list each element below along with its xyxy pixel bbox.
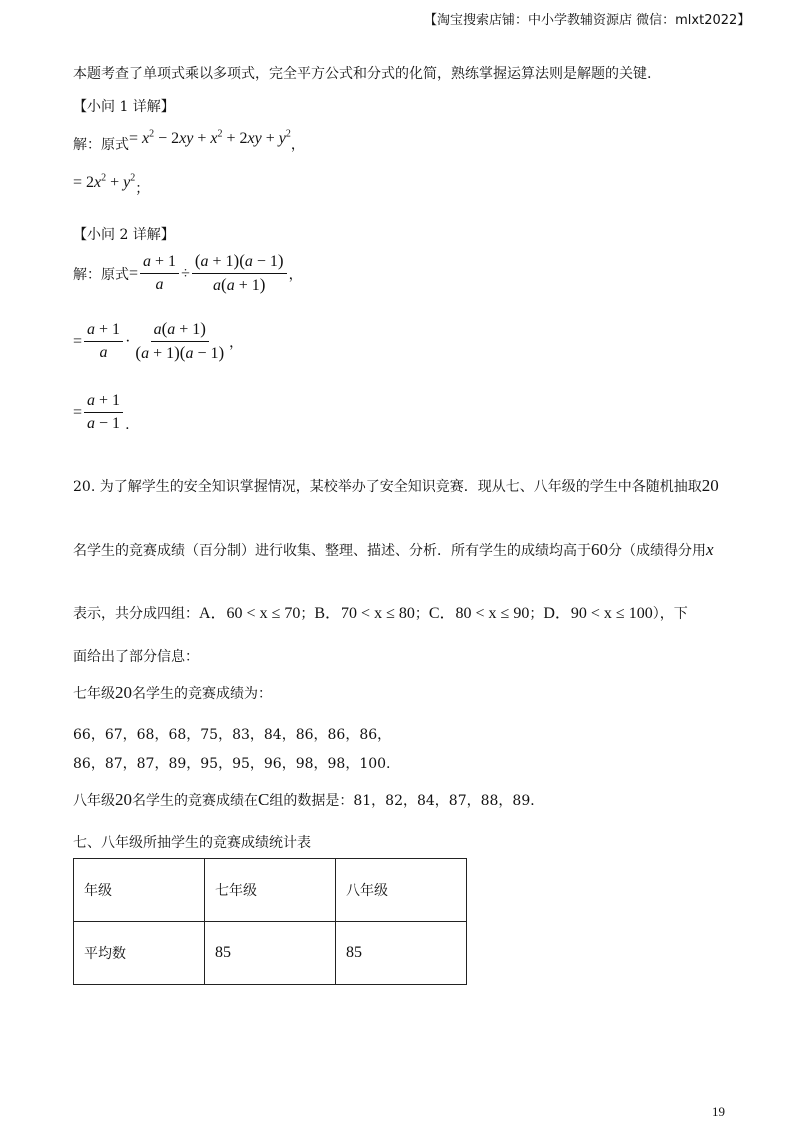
part2-step1-end: ， [288, 266, 303, 283]
part1-heading: 【小问 1 详解】 [73, 99, 175, 115]
grade7-label-num: 20 [115, 683, 132, 702]
grade8-a: 八年级 [73, 793, 115, 809]
grade7-label-b: 名学生的竞赛成绩为： [132, 686, 272, 702]
q20-line4: 面给出了部分信息： [73, 649, 199, 665]
q20-line3-lead: 表示，共分成四组： [73, 606, 199, 622]
intro-text: 本题考查了单项式乘以多项式，完全平方公式和分式的化简，熟练掌握运算法则是解题的关键. [73, 66, 652, 82]
grade8-b: 名学生的竞赛成绩在 [132, 793, 258, 809]
q20-line3: 表示，共分成四组：A．60 < x ≤ 70；B．70 < x ≤ 80；C．80 < x ≤ 90；D．90 < x ≤ 100），下 [73, 605, 688, 622]
part1-step2 [73, 172, 150, 197]
q20-group-a: A．60 < x ≤ 70 [199, 605, 301, 622]
grade7-scores-row2: 86，87，87，89，95，95，96，98，98，100. [73, 756, 391, 772]
part2-step2-end: ， [229, 334, 244, 351]
page-number: 19 [712, 1104, 725, 1119]
q20-line2-var: x [706, 540, 714, 559]
part2-prefix: 解：原式 [73, 266, 129, 283]
q20-line2-tail: 分（成绩得分用 [608, 543, 706, 559]
part1-step1-expr: = $x^2 - 2xy + x^2 + 2xy + y^2$ [129, 128, 291, 147]
q20-line2-num: 60 [591, 540, 608, 559]
part1-step1-end: ， [290, 137, 305, 153]
part2-step1 [73, 252, 303, 295]
table-header-cell: 七年级 [205, 859, 336, 922]
stats-table [73, 858, 467, 985]
table-row [74, 922, 467, 985]
part2-step2-expr: = $\frac{a + 1}{a}$ · $\frac{a(a + 1)}{(a + 1)(a - 1)}$ [73, 319, 225, 362]
table-header-cell: 八年级 [336, 859, 467, 922]
header-watermark: 【淘宝搜索店铺：中小学教辅资源店 微信：mlxt2022】 [424, 13, 751, 28]
q20-line3-tail: ），下 [652, 606, 688, 622]
grade8-info [73, 790, 544, 810]
q20-line2-text: 名学生的竞赛成绩（百分制）进行收集、整理、描述、分析．所有学生的成绩均高于 [73, 543, 591, 559]
q20-group-b: B．70 < x ≤ 80 [314, 605, 415, 622]
q20-line1 [73, 476, 719, 496]
q20-group-d: D．90 < x ≤ 100 [543, 605, 653, 622]
table-cell: 85 [336, 922, 467, 985]
part2-step2 [73, 320, 243, 363]
table-header-row [74, 859, 467, 922]
grade8-num: 20 [115, 790, 132, 809]
table-title: 七、八年级所抽学生的竞赛成绩统计表 [73, 835, 311, 851]
table-cell: 平均数 [74, 922, 205, 985]
part1-prefix: 解：原式 [73, 137, 129, 153]
grade7-scores-row1: 66，67，68，68，75，83，84，86，86，86， [73, 727, 392, 743]
part2-heading: 【小问 2 详解】 [73, 227, 175, 243]
grade8-c: C [258, 790, 270, 809]
q20-line2 [73, 540, 714, 560]
table-cell: 85 [205, 922, 336, 985]
grade7-label-a: 七年级 [73, 686, 115, 702]
table-header-cell: 年级 [74, 859, 205, 922]
part2-step1-expr: = $\frac{a + 1}{a}$ ÷ $\frac{(a + 1)(a - 1)}{a(a + 1)}$ [129, 252, 289, 295]
part1-step2-expr: = $2x^2 + y^2$ [73, 172, 136, 191]
part2-step3 [73, 392, 130, 433]
part2-step3-end: . [125, 416, 130, 433]
part1-step2-end: ； [135, 181, 150, 197]
q20-group-c: C．80 < x ≤ 90 [428, 605, 530, 622]
grade8-d: 组的数据是：81，82，84，87，88，89． [269, 793, 545, 809]
part2-step3-expr: = $\frac{a + 1}{a - 1}$ [73, 392, 125, 433]
grade7-label [73, 683, 272, 703]
q20-line1-num: 20 [701, 476, 719, 495]
part1-step1 [73, 128, 305, 153]
q20-line1-text: 20. 为了解学生的安全知识掌握情况，某校举办了安全知识竞赛．现从七、八年级的学生中各随机抽取 [73, 479, 702, 495]
